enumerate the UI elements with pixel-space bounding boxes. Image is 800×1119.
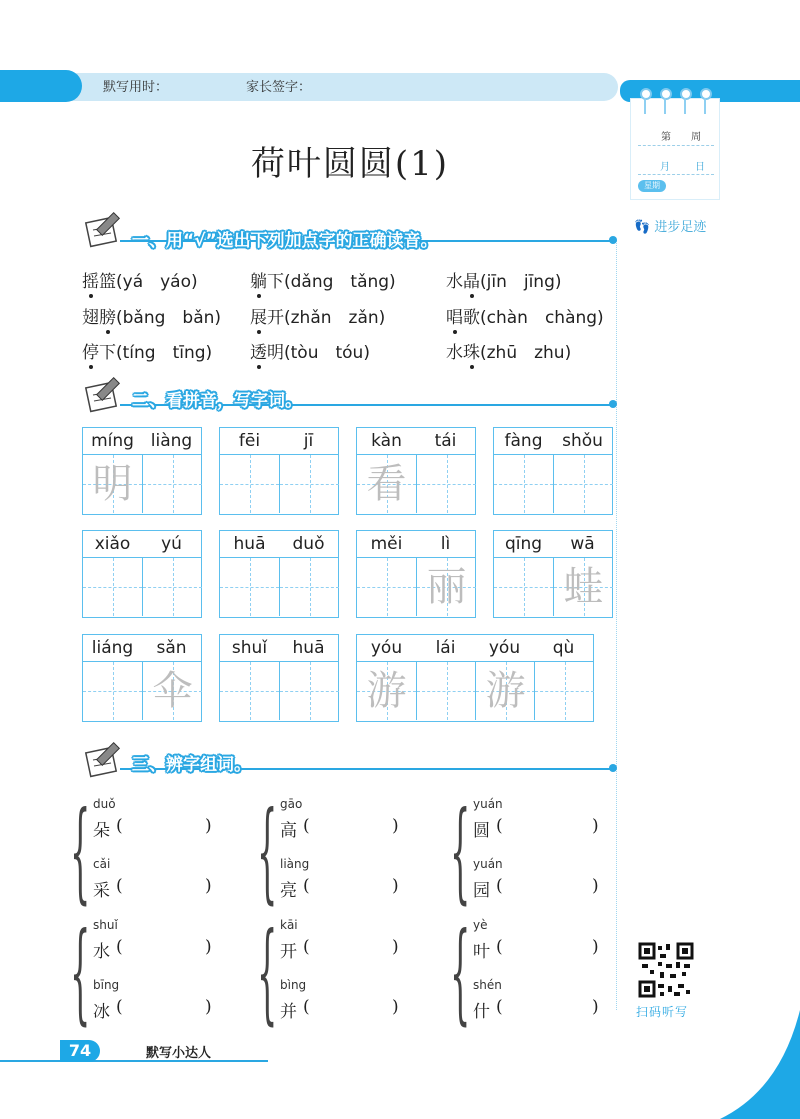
ring-icon [640,88,652,100]
grid-cell[interactable] [83,661,142,720]
ghost-character [83,558,142,616]
writing-grid[interactable] [356,634,594,722]
grid-pinyin: lái [435,638,456,658]
grid-cell[interactable] [279,557,339,616]
grid-pinyin: wā [570,534,595,554]
corner-decoration [700,1010,800,1119]
writing-grid[interactable] [493,427,613,515]
answer-blank-close: ) [592,997,599,1017]
ghost-character [494,558,553,616]
answer-blank-close: ) [392,876,399,896]
brace-icon: { [70,790,91,917]
pencil-note-icon [84,740,128,778]
dotted-character: 透 [250,343,267,363]
section-2-dot [609,400,617,408]
item-options[interactable]: (jīn jīng) [480,272,562,292]
answer-blank-open: ( [496,876,503,896]
pencil-note-icon [84,375,128,413]
grid-pinyin: fàng [504,431,543,451]
grid-pinyin: fēi [238,431,261,451]
ring-icon [700,88,712,100]
grid-cell[interactable] [83,454,142,513]
ghost-character [417,455,476,513]
ghost-character: 明 [92,461,133,507]
grid-pinyin: tái [434,431,457,451]
ghost-character [357,558,416,616]
calendar-day: 日 [695,162,705,173]
item-word [250,308,284,328]
dotted-character: 停 [82,343,99,363]
group-character: 叶 [473,942,490,962]
group-pinyin: cǎi [93,857,111,871]
grid-cell[interactable] [494,454,553,513]
writing-grid[interactable] [356,427,476,515]
answer-blank[interactable] [506,816,590,838]
pronunciation-item [250,303,385,328]
answer-blank-open: ( [496,997,503,1017]
dotted-character: 展 [250,308,267,328]
footer-rule [0,1040,268,1062]
word-character: 翅 [82,308,99,328]
word-character: 篮 [99,272,116,292]
answer-blank-open: ( [303,816,310,836]
qr-code-icon[interactable] [638,942,694,998]
grid-pinyin: qù [552,638,575,658]
item-word [250,272,284,292]
calendar-month: 月 [660,162,670,173]
ghost-character [535,662,594,720]
word-character: 下 [267,272,284,292]
answer-blank-close: ) [392,997,399,1017]
answer-blank[interactable] [126,997,203,1019]
answer-blank-close: ) [592,937,599,957]
group-character: 水 [93,942,110,962]
brace-icon: { [450,911,471,1038]
answer-blank[interactable] [506,937,590,959]
grid-cell[interactable] [220,557,279,616]
section-1-dot [609,236,617,244]
word-character: 明 [267,343,284,363]
dotted-character: 晶 [463,272,480,292]
ghost-character [494,455,553,513]
pronunciation-item [82,267,198,292]
grid-pinyin: jī [303,431,314,451]
grid-cell[interactable] [279,454,339,513]
grid-pinyin: huā [292,638,325,658]
answer-blank-close: ) [205,816,212,836]
dotted-character: 膀 [99,308,116,328]
grid-cell[interactable] [553,557,613,616]
answer-blank-open: ( [303,937,310,957]
grid-pinyin: duǒ [292,534,325,554]
group-pinyin: gāo [280,797,303,811]
group-pinyin: bìng [280,978,307,992]
item-word [250,343,284,363]
section-1-heading: 一、用“√”选出下列加点字的正确读音。 [132,231,438,251]
grid-pinyin: shuǐ [231,638,268,658]
item-word [446,272,480,292]
grid-cell[interactable] [83,557,142,616]
ring-icon [660,88,672,100]
writing-grid[interactable] [82,427,202,515]
qr-label: 扫码听写 [636,1005,689,1019]
item-options[interactable]: (dǎng tǎng) [284,272,396,292]
group-pinyin: kāi [280,918,298,932]
grid-cell[interactable] [357,661,416,720]
item-options[interactable]: (tíng tīng) [116,343,213,363]
item-options[interactable]: (zhǎn zǎn) [284,308,386,328]
group-character: 冰 [93,1002,110,1022]
item-options[interactable]: (tòu tóu) [284,343,370,363]
dotted-character: 唱 [446,308,463,328]
ghost-character [83,662,142,720]
item-options[interactable]: (yá yáo) [116,272,198,292]
group-pinyin: duǒ [93,797,116,811]
brace-icon: { [70,911,91,1038]
answer-blank-close: ) [205,876,212,896]
answer-blank-open: ( [116,937,123,957]
grid-cell[interactable] [220,454,279,513]
dotted-character: 躺 [250,272,267,292]
group-pinyin: yè [473,918,488,932]
grid-pinyin: liàng [150,431,193,451]
answer-blank-close: ) [592,816,599,836]
answer-blank[interactable] [313,937,390,959]
answer-blank-open: ( [496,816,503,836]
ghost-character [554,455,613,513]
answer-blank[interactable] [126,816,203,838]
item-options[interactable]: (bǎng bǎn) [116,308,222,328]
grid-pinyin: xiǎo [94,534,131,554]
grid-pinyin: shǒu [562,431,603,451]
group-character: 开 [280,942,297,962]
group-character: 什 [473,1002,490,1022]
answer-blank-open: ( [116,816,123,836]
grid-pinyin: yóu [488,638,521,658]
dotted-character: 摇 [82,272,99,292]
ghost-character [280,662,339,720]
pronunciation-item [446,338,571,363]
pronunciation-item [446,303,604,328]
page-number: 74 [60,1040,100,1062]
ghost-character: 游 [485,668,526,714]
brace-icon: { [257,911,278,1038]
grid-pinyin: kàn [371,431,402,451]
group-pinyin: bīng [93,978,120,992]
item-word [82,343,116,363]
answer-blank-open: ( [303,876,310,896]
group-character: 朵 [93,821,110,841]
group-pinyin: yuán [473,797,503,811]
time-label: 默写用时： [103,80,169,95]
grid-pinyin: yóu [370,638,403,658]
calendar-week: 第 周 [661,132,701,143]
pronunciation-item [82,303,221,328]
answer-blank[interactable] [506,876,590,898]
group-character: 高 [280,821,297,841]
writing-grid[interactable] [82,530,202,618]
footprint-icon: 👣 [634,220,651,235]
group-character: 圆 [473,821,490,841]
writing-grid[interactable] [493,530,613,618]
pronunciation-item [250,338,370,363]
grid-cell[interactable] [142,557,202,616]
ghost-character [280,558,339,616]
grid-pinyin: měi [370,534,403,554]
answer-blank[interactable] [313,997,390,1019]
grid-cell[interactable] [357,454,416,513]
ring-icon [680,88,692,100]
grid-pinyin: liáng [91,638,134,658]
group-character: 采 [93,881,110,901]
grid-cell[interactable] [475,661,535,720]
group-pinyin: yuán [473,857,503,871]
grid-cell[interactable] [494,557,553,616]
grid-cell[interactable] [416,557,476,616]
ghost-character: 伞 [152,668,193,714]
writing-grid[interactable] [82,634,202,722]
answer-blank[interactable] [506,997,590,1019]
brace-icon: { [257,790,278,917]
word-character: 歌 [463,308,480,328]
calendar-weekday-badge: 星期 [638,180,666,192]
grid-cell[interactable] [416,454,476,513]
word-character: 开 [267,308,284,328]
answer-blank-close: ) [392,816,399,836]
item-options[interactable]: (chàn chàng) [480,308,604,328]
pronunciation-item [250,267,396,292]
grid-pinyin: qīng [504,534,543,554]
word-character: 水 [446,343,463,363]
grid-pinyin: míng [91,431,134,451]
grid-cell[interactable] [534,661,594,720]
item-word [446,308,480,328]
group-character: 园 [473,881,490,901]
dotted-character: 珠 [463,343,480,363]
grid-cell[interactable] [553,454,613,513]
brace-icon: { [450,790,471,917]
page-title: 荷叶圆圆(1) [250,144,450,184]
footprint-text: 进步足迹 [654,220,707,235]
group-pinyin: liàng [280,857,310,871]
ghost-character [220,662,279,720]
ghost-character: 丽 [426,564,467,610]
writing-grid[interactable] [219,427,339,515]
parent-sign-label: 家长签字： [246,80,312,95]
grid-cell[interactable] [142,661,202,720]
group-pinyin: shén [473,978,502,992]
progress-footprint-label [634,216,706,235]
group-pinyin: shuǐ [93,918,118,932]
answer-blank[interactable] [126,876,203,898]
writing-grid[interactable] [219,634,339,722]
header-tab [0,70,82,102]
grid-cell[interactable] [279,661,339,720]
grid-pinyin: lì [440,534,451,554]
item-options[interactable]: (zhū zhu) [480,343,572,363]
ghost-character [280,455,339,513]
writing-grid[interactable] [356,530,476,618]
item-word [82,272,116,292]
grid-cell[interactable] [142,454,202,513]
answer-blank-close: ) [592,876,599,896]
ghost-character: 游 [366,668,407,714]
answer-blank[interactable] [313,816,390,838]
answer-blank-open: ( [116,997,123,1017]
answer-blank-open: ( [116,876,123,896]
grid-cell[interactable] [357,557,416,616]
answer-blank-open: ( [496,937,503,957]
grid-pinyin: huā [233,534,266,554]
section-2-heading: 二、看拼音，写字词。 [132,391,302,411]
word-character: 水 [446,272,463,292]
ghost-character [220,455,279,513]
ghost-character [417,662,476,720]
ghost-character: 看 [366,461,407,507]
answer-blank-close: ) [205,997,212,1017]
pronunciation-item [446,267,562,292]
word-character: 下 [99,343,116,363]
margin-rule [616,240,617,1010]
answer-blank-close: ) [205,937,212,957]
answer-blank[interactable] [313,876,390,898]
book-title: 默写小达人 [146,1046,212,1061]
ghost-character [220,558,279,616]
ghost-character [143,558,202,616]
grid-pinyin: sǎn [156,638,187,658]
ghost-character [143,455,202,513]
answer-blank-close: ) [392,937,399,957]
item-word [446,343,480,363]
item-word [82,308,116,328]
writing-grid[interactable] [219,530,339,618]
grid-pinyin: yú [161,534,182,554]
group-character: 并 [280,1002,297,1022]
grid-cell[interactable] [220,661,279,720]
section-3-heading: 三、辨字组词。 [132,755,251,775]
grid-cell[interactable] [416,661,476,720]
ghost-character: 蛙 [563,564,604,610]
section-3-dot [609,764,617,772]
pronunciation-item [82,338,212,363]
group-character: 亮 [280,881,297,901]
answer-blank-open: ( [303,997,310,1017]
answer-blank[interactable] [126,937,203,959]
pencil-note-icon [84,210,128,248]
